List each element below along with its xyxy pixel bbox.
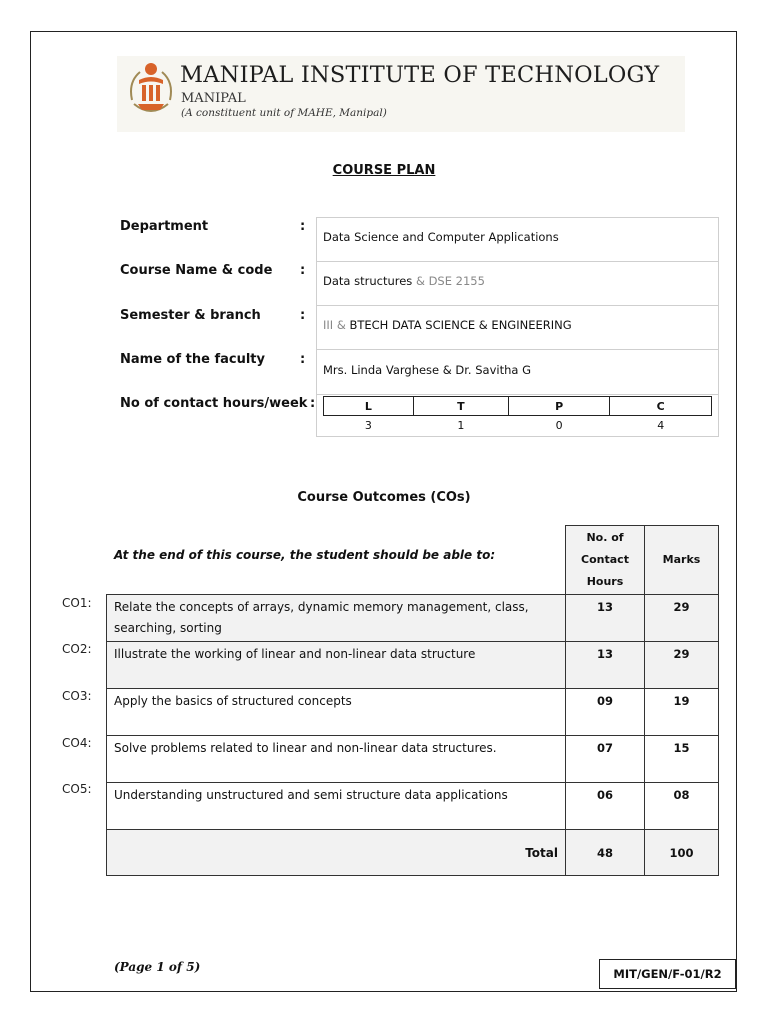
co-marks: 19 [645, 689, 719, 736]
institution-header [117, 56, 685, 132]
co-description: Apply the basics of structured concepts [107, 689, 566, 736]
co-description: Illustrate the working of linear and non-linear data structure [107, 642, 566, 689]
co-id: CO5: [62, 782, 92, 796]
colon: : [300, 219, 306, 234]
department-cell [317, 218, 718, 262]
ltpc-value-c: 4 [657, 418, 665, 432]
outcomes-heading: Course Outcomes (COs) [297, 490, 471, 505]
page-number: (Page 1 of 5) [114, 960, 201, 974]
institution-name: MANIPAL INSTITUTE OF TECHNOLOGY [180, 62, 660, 88]
colon: : [310, 396, 316, 411]
department-value: Data Science and Computer Applications [323, 230, 559, 244]
co-hours: 13 [566, 642, 645, 689]
co-hours: 06 [566, 783, 645, 830]
table-row [107, 689, 719, 736]
co-id: CO3: [62, 689, 92, 703]
outcomes-table [106, 525, 719, 876]
ltpc-value-p: 0 [555, 418, 563, 432]
co-marks: 15 [645, 736, 719, 783]
total-label: Total [107, 830, 566, 876]
table-row [107, 736, 719, 783]
col-header-marks: Marks [645, 526, 719, 595]
course-cell [317, 262, 718, 306]
branch-name: BTECH DATA SCIENCE & ENGINEERING [349, 318, 572, 332]
co-marks: 08 [645, 783, 719, 830]
department-label: Department [120, 219, 209, 234]
total-row [107, 830, 719, 876]
table-row [107, 783, 719, 830]
co-hours: 09 [566, 689, 645, 736]
outcomes-intro: At the end of this course, the student should be able to: [114, 548, 496, 562]
colon: : [300, 263, 306, 278]
course-name: Data structures [323, 274, 416, 288]
ltpc-header-c: C [610, 397, 712, 416]
semester-value [323, 318, 572, 332]
institution-logo-icon [124, 60, 178, 124]
co-description: Solve problems related to linear and non-linear data structures. [107, 736, 566, 783]
colon: : [300, 308, 306, 323]
co-description: Relate the concepts of arrays, dynamic memory management, class, searching, sorting [107, 595, 566, 642]
semester-label: Semester & branch [120, 308, 261, 323]
co-hours: 13 [566, 595, 645, 642]
course-label: Course Name & code [120, 263, 273, 278]
contact-hours-table [323, 396, 712, 434]
faculty-label: Name of the faculty [120, 352, 265, 367]
ltpc-value-t: 1 [457, 418, 465, 432]
table-row [107, 595, 719, 642]
course-code: & DSE 2155 [415, 274, 485, 288]
co-description: Understanding unstructured and semi structure data applications [107, 783, 566, 830]
faculty-value: Mrs. Linda Varghese & Dr. Savitha G [323, 363, 531, 377]
col-header-hours: No. of Contact Hours [566, 526, 645, 595]
ltpc-header-p: P [508, 397, 609, 416]
page-title [0, 163, 768, 178]
semester-cell [317, 306, 718, 350]
institution-subtitle: (A constituent unit of MAHE, Manipal) [181, 107, 387, 119]
semester-number: III & [323, 318, 350, 332]
ltpc-value-l: 3 [364, 418, 372, 432]
total-marks: 100 [645, 830, 719, 876]
page-title-text: COURSE PLAN [332, 163, 436, 178]
course-value [323, 274, 485, 288]
co-id: CO2: [62, 642, 92, 656]
ltpc-header-t: T [413, 397, 508, 416]
co-hours: 07 [566, 736, 645, 783]
institution-city: MANIPAL [181, 91, 246, 106]
document-code: MIT/GEN/F-01/R2 [599, 959, 736, 989]
ltpc-header-l: L [324, 397, 414, 416]
table-row [107, 642, 719, 689]
total-hours: 48 [566, 830, 645, 876]
hours-label: No of contact hours/week [120, 396, 308, 411]
co-id: CO4: [62, 736, 92, 750]
colon: : [300, 352, 306, 367]
co-marks: 29 [645, 642, 719, 689]
faculty-cell [317, 351, 718, 395]
co-marks: 29 [645, 595, 719, 642]
co-id: CO1: [62, 596, 92, 610]
